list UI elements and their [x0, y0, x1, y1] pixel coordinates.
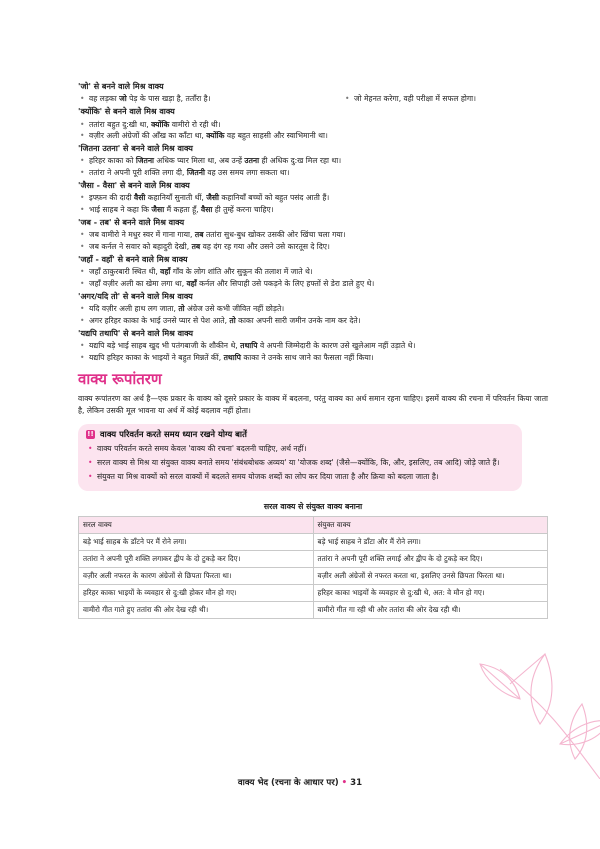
- section-heading: 'क्योंकि' से बनने वाले मिश्र वाक्य: [78, 107, 175, 117]
- table-cell: ततांरा ने अपनी पूरी शक्ति लगाई और द्वीप के दो टुकड़े कर दिए।: [313, 550, 548, 567]
- table-cell: बड़े भाई साहब ने डाँटा और मैं रोने लगा।: [313, 533, 548, 550]
- mixed-sentence-sections: [78, 81, 548, 364]
- connector-word: क्योंकि: [206, 131, 225, 141]
- main-title: वाक्य रूपांतरण: [78, 369, 162, 388]
- section-heading: 'जितना उतना' से बनने वाले मिश्र वाक्य: [78, 144, 193, 154]
- connector-word: वैसी: [134, 193, 146, 203]
- connector-word: जो: [119, 94, 127, 104]
- page-number: 31: [350, 778, 363, 788]
- table-row: [79, 533, 548, 550]
- example-sentence: • ततांरा ने अपनी पूरी शक्ति लगा दी, जितनी वह उस समय लगा सकता था।: [78, 167, 548, 179]
- example-sentence: • भाई साहब ने कहा कि जैसा मैं कहता हूँ, वैसा ही तुम्हें करना चाहिए।: [78, 204, 548, 216]
- table-cell: वज़ीर अली नफरत के कारण अंग्रेजों से छिपता फिरता था।: [79, 567, 314, 584]
- decorative-leaf-icon: [470, 629, 600, 779]
- section-heading: 'अगर/यदि तो' से बनने वाले मिश्र वाक्य: [78, 291, 193, 301]
- example-sentence: • जहाँ ठाकुरबारी स्थित थी, वहाँ गाँव के लोग शांति और सुकून की तलाश में जाते थे।: [78, 266, 548, 278]
- section-heading: 'जब - तब' से बनने वाले मिश्र वाक्य: [78, 217, 185, 227]
- conversion-table: [78, 516, 548, 619]
- section-heading: 'जहाँ - वहाँ' से बनने वाले मिश्र वाक्य: [78, 254, 188, 264]
- table-cell: बड़े भाई साहब के डाँटने पर मैं रोने लगा।: [79, 533, 314, 550]
- tip-item: • संयुक्त या मिश्र वाक्यों को सरल वाक्यों में बदलते समय योजक शब्दों का लोप कर दिया जाता है और क्रिया को बदला जाता है।: [86, 471, 514, 483]
- table-row: [79, 601, 548, 618]
- separator-dot-icon: •: [341, 778, 351, 788]
- connector-word: तब: [191, 242, 201, 252]
- table-header-cell: सरल वाक्य: [79, 516, 314, 533]
- two-column-row: [78, 93, 548, 105]
- example-sentence: • जब कर्नल ने सवार को बहादुरी देखी, तब वह दंग रह गया और उसने उसे कारतूस दे दिए।: [78, 241, 548, 253]
- example-sentence: • वह लड़का जो पेड़ के पास खड़ा है, तताँरा है।: [78, 93, 343, 105]
- page-content: [78, 80, 548, 619]
- table-cell: वामीरो गीत गा रही थी और ततांरा की ओर देख रही थी।: [313, 601, 548, 618]
- connector-word: जितना: [135, 156, 155, 166]
- section-heading: 'यद्यपि तथापि' से बनने वाले मिश्र वाक्य: [78, 328, 194, 338]
- table-cell: हरिहर काका भाइयों के व्यवहार से दु:खी होकर मौन हो गए।: [79, 584, 314, 601]
- alert-icon: !!: [87, 430, 94, 439]
- connector-word: जैसी: [206, 193, 220, 203]
- example-sentence: • हरिहर काका को जितना अधिक प्यार मिला था, अब उन्हें उतना ही अधिक दु:ख मिल रहा था।: [78, 155, 548, 167]
- tip-box: [78, 424, 522, 490]
- connector-word: तथापि: [223, 352, 241, 362]
- connector-word: वहाँ: [160, 267, 171, 277]
- page-footer: [0, 776, 600, 788]
- table-header-row: [79, 516, 548, 533]
- tip-title: वाक्य परिवर्तन करते समय ध्यान रखने योग्य बातें: [100, 429, 247, 440]
- section-heading: 'जो' से बनने वाले मिश्र वाक्य: [78, 82, 164, 91]
- example-sentence: • इफ्फ़न की दादी वैसी कहानियाँ सुनाती थीं, जैसी कहानियाँ बच्चों को बहुत पसंद आती हैं।: [78, 192, 548, 204]
- connector-word: तब: [194, 230, 204, 240]
- table-cell: वामीरो गीत गाते हुए ततांरा की ओर देख रही थी।: [79, 601, 314, 618]
- table-row: [79, 550, 548, 567]
- tip-item: • वाक्य परिवर्तन करते समय केवल 'वाक्य की रचना' बदलनी चाहिए, अर्थ नहीं।: [86, 443, 514, 455]
- section-heading: 'जैसा - वैसा' से बनने वाले मिश्र वाक्य: [78, 181, 190, 190]
- table-cell: हरिहर काका भाइयों के व्यवहार से दु:खी थे, अत: वे मौन हो गए।: [313, 584, 548, 601]
- chapter-name: वाक्य भेद (रचना के आधार पर): [237, 778, 339, 788]
- example-sentence: • ततांरा बहुत दु:खी था, क्योंकि वामीरो रो रही थी।: [78, 119, 548, 131]
- tip-item: • सरल वाक्य से मिश्र या संयुक्त वाक्य बनाते समय 'संबंधबोधक अव्यय' या 'योजक शब्द' (जैसे—क्योंकि, कि, और, इसलिए, तब आदि) जोड़े जाते हैं।: [86, 457, 514, 469]
- tip-heading: [86, 428, 514, 441]
- connector-word: तो: [229, 315, 236, 325]
- example-sentence: • जो मेहनत करेगा, वही परीक्षा में सफल होगा।: [343, 93, 476, 105]
- connector-word: तो: [178, 304, 185, 314]
- connector-word: जितनी: [186, 168, 205, 178]
- example-sentence: • जब वामीरो ने मधुर स्वर में गाना गाया, तब ततांरा सुध-बुध खोकर उसकी ओर खिंचा चला गया।: [78, 229, 548, 241]
- table-row: [79, 567, 548, 584]
- connector-word: वैसा: [200, 205, 213, 215]
- table-header-cell: संयुक्त वाक्य: [313, 516, 548, 533]
- table-cell: ततांरा ने अपनी पूरी शक्ति लगाकर द्वीप के दो टुकड़े कर दिए।: [79, 550, 314, 567]
- example-sentence: • यदि वज़ीर अली हाथ लग जाता, तो अंग्रेज उसे कभी जीवित नहीं छोड़ते।: [78, 303, 548, 315]
- connector-word: जैसा: [151, 205, 165, 215]
- table-cell: वज़ीर अली अंग्रेजों से नफरत करता था, इसलिए उनसे छिपता फिरता था।: [313, 567, 548, 584]
- example-sentence: • जहाँ वज़ीर अली का खेमा लगा था, वहाँ कर्नल और सिपाही उसे पकड़ने के लिए हफ्तों से डेरा डाले हुए थे।: [78, 278, 548, 290]
- example-sentence: • अगर हरिहर काका के भाई उनसे प्यार से पेश आते, तो काका अपनी सारी जमीन उनके नाम कर देते।: [78, 315, 548, 327]
- table-title: सरल वाक्य से संयुक्त वाक्य बनाना: [263, 501, 363, 511]
- example-sentence: • यद्यपि हरिहर काका के भाइयों ने बहुत मिन्नतें कीं, तथापि काका ने उनके साथ जाने का फैसला नहीं किया।: [78, 352, 548, 364]
- connector-word: क्योंकि: [151, 119, 170, 129]
- connector-word: तथापि: [240, 341, 258, 351]
- example-sentence: • यद्यपि बड़े भाई साहब खुद भी पतंगबाजी के शौकीन थे, तथापि वे अपनी जिम्मेदारी के कारण उसे खुलेआम नहीं उड़ाते थे।: [78, 340, 548, 352]
- example-sentence: • वज़ीर अली अंग्रेजों की आँख का काँटा था, क्योंकि वह बहुत साहसी और स्वाभिमानी था।: [78, 130, 548, 142]
- connector-word: वहाँ: [186, 279, 197, 288]
- table-row: [79, 584, 548, 601]
- intro-paragraph: वाक्य रूपांतरण का अर्थ है—एक प्रकार के वाक्य को दूसरे प्रकार के वाक्य में बदलना, परंतु वाक्य का अर्थ समान रहना चाहिए। इसमें वाक्य की रचना में परिवर्तन किया जाता है, लेकिन उसकी मूल भावना या अर्थ में कोई बदलाव नहीं होता।: [78, 393, 548, 415]
- connector-word: उतना: [244, 156, 260, 166]
